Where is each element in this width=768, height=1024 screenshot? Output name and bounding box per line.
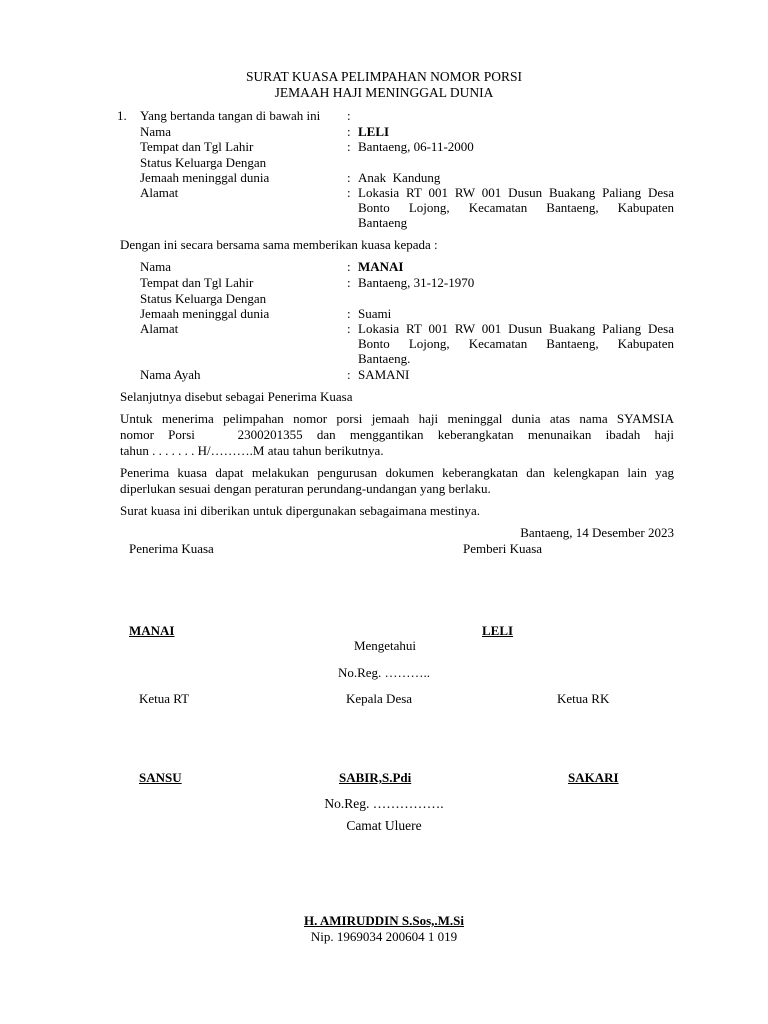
alamat-label: Alamat [140, 185, 179, 200]
giver-signature-name: LELI [482, 623, 514, 638]
status-label: Jemaah meninggal dunia [140, 170, 270, 185]
colon: : [347, 124, 351, 139]
section2-ayah-row [0, 367, 768, 383]
section1-intro: Yang bertanda tangan di bawah ini [140, 108, 321, 123]
paragraph-line: Untuk menerima pelimpahan nomor porsi jemaah haji meninggal dunia atas nama SYAMSIA [120, 411, 674, 426]
status-label: Status Keluarga Dengan [140, 155, 267, 170]
colon: : [347, 321, 351, 336]
kepala-desa-label: Kepala Desa [346, 691, 413, 706]
ttl-label: Tempat dan Tgl Lahir [140, 275, 254, 290]
receiver-label: Penerima Kuasa [129, 541, 214, 556]
section2-nama-row [0, 259, 768, 275]
ayah-value: SAMANI [358, 367, 410, 382]
paragraph-pelimpahan [120, 411, 674, 459]
alamat-line: Lokasia RT 001 RW 001 Dusun Buakang Paliang Desa [358, 185, 674, 200]
section-number: 1. [117, 108, 127, 123]
paragraph-pengurusan [120, 465, 674, 497]
document-title-line1: SURAT KUASA PELIMPAHAN NOMOR PORSI [245, 69, 523, 84]
section1-ttl-row [0, 139, 768, 155]
paragraph-line: diperlukan sesuai dengan peraturan perundang-undangan yang berlaku. [120, 481, 491, 496]
section2-status-row1 [0, 291, 768, 307]
ketua-rt-label: Ketua RT [139, 691, 190, 706]
noreg-camat: No.Reg. ……………. [324, 796, 444, 811]
section2-ttl-row [0, 275, 768, 291]
giver-label: Pemberi Kuasa [463, 541, 543, 556]
kuasa-intro: Dengan ini secara bersama sama memberikan kuasa kepada : [120, 237, 438, 252]
nama-value: LELI [358, 124, 390, 139]
colon: : [347, 108, 351, 123]
ttl-label: Tempat dan Tgl Lahir [140, 139, 254, 154]
ttl-value: Bantaeng, 31-12-1970 [358, 275, 475, 290]
nama-value: MANAI [358, 259, 404, 274]
alamat-line: Bonto Lojong, Kecamatan Bantaeng, Kabupaten [358, 200, 674, 215]
camat-nip: Nip. 1969034 200604 1 019 [310, 929, 458, 944]
paragraph-closing: Surat kuasa ini diberikan untuk dipergunakan sebagaimana mestinya. [120, 503, 481, 518]
receiver-signature-name: MANAI [129, 623, 175, 638]
status-label: Jemaah meninggal dunia [140, 306, 270, 321]
colon: : [347, 275, 351, 290]
alamat-line: Lokasia RT 001 RW 001 Dusun Buakang Paliang Desa [358, 321, 674, 336]
status-value: Suami [358, 306, 392, 321]
camat-label: Camat Uluere [346, 818, 422, 833]
paragraph-penerima: Selanjutnya disebut sebagai Penerima Kuasa [120, 389, 353, 404]
ketua-rk-signature-name: SAKARI [568, 770, 619, 785]
paragraph-line: Penerima kuasa dapat melakukan pengurusan dokumen keberangkatan dan kelengkapan lain yag [120, 465, 674, 480]
alamat-line: Bonto Lojong, Kecamatan Bantaeng, Kabupaten [358, 336, 674, 351]
camat-signature-row [0, 913, 768, 929]
paragraph-line: nomor Porsi 2300201355 dan menggantikan keberangkatan menunaikan ibadah haji [120, 427, 674, 442]
alamat-line: Bantaeng [358, 215, 408, 230]
ketua-rt-signature-name: SANSU [139, 770, 182, 785]
section1-alamat-value [358, 185, 674, 230]
ttl-value: Bantaeng, 06-11-2000 [358, 139, 474, 154]
section1-status-row1 [0, 155, 768, 171]
section2-alamat-value [358, 321, 674, 366]
section1-nama-row [0, 124, 768, 140]
colon: : [347, 306, 351, 321]
colon: : [347, 367, 351, 382]
colon: : [347, 170, 351, 185]
alamat-line: Bantaeng. [358, 351, 411, 366]
colon: : [347, 185, 351, 200]
status-value: Anak Kandung [358, 170, 441, 185]
mengetahui-label: Mengetahui [353, 638, 417, 653]
section2-status-row2 [0, 306, 768, 322]
camat-signature-name: H. AMIRUDDIN S.Sos,.M.Si [304, 913, 464, 928]
colon: : [347, 139, 351, 154]
noreg-desa: No.Reg. ……….. [337, 665, 431, 680]
ketua-rk-label: Ketua RK [557, 691, 610, 706]
alamat-label: Alamat [140, 321, 179, 336]
paragraph-line: tahun . . . . . . . H/……….M atau tahun berikutnya. [120, 443, 384, 458]
kepala-desa-signature-name: SABIR,S.Pdi [339, 770, 412, 785]
ayah-label: Nama Ayah [140, 367, 201, 382]
nama-label: Nama [140, 259, 172, 274]
document-title-line2: JEMAAH HAJI MENINGGAL DUNIA [274, 85, 494, 100]
place-date: Bantaeng, 14 Desember 2023 [520, 525, 674, 540]
status-label: Status Keluarga Dengan [140, 291, 267, 306]
section1-intro-row [0, 108, 768, 124]
nama-label: Nama [140, 124, 172, 139]
section1-status-row2 [0, 170, 768, 186]
colon: : [347, 259, 351, 274]
